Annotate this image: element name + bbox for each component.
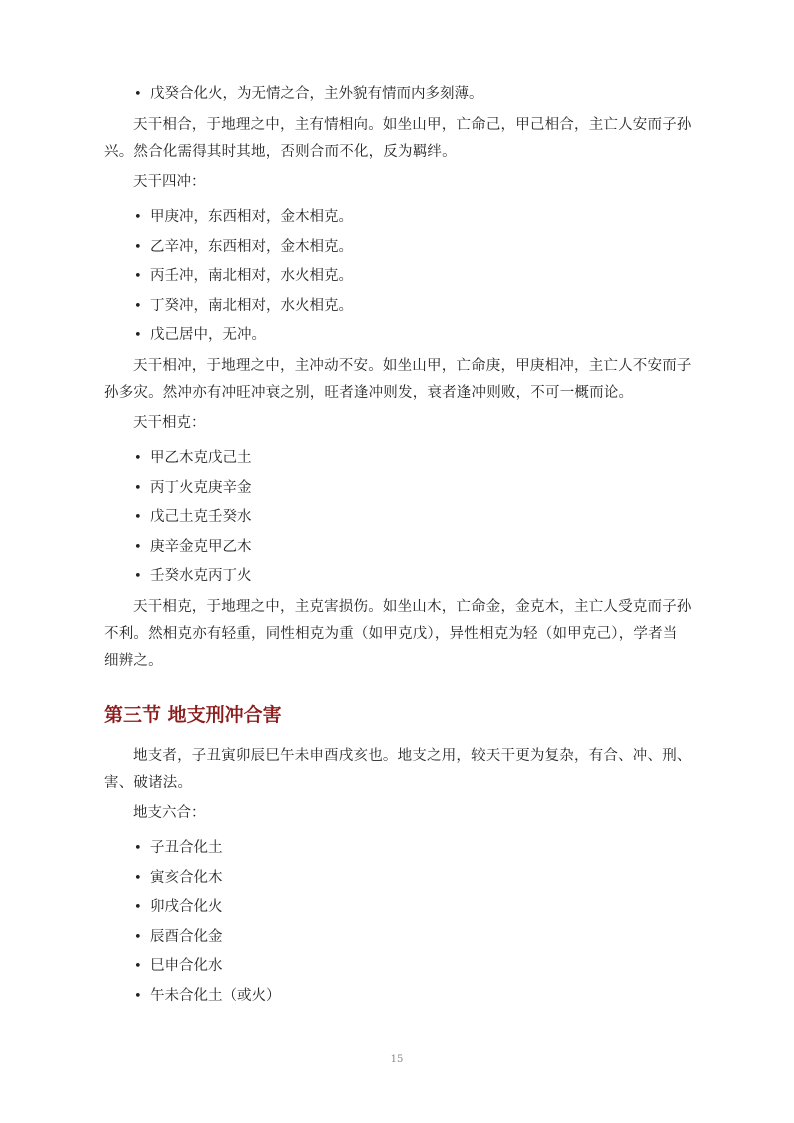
list-item xyxy=(104,80,692,110)
bullet-icon: • xyxy=(134,480,142,496)
list-item xyxy=(104,292,692,322)
list-item-text: 辰酉合化金 xyxy=(150,928,223,945)
list-item xyxy=(104,952,692,982)
list-item-text: 卯戌合化火 xyxy=(150,899,223,915)
list-item xyxy=(104,864,692,894)
page-content xyxy=(104,80,692,1011)
list-item xyxy=(104,262,692,292)
list-item-text: 壬癸水克丙丁火 xyxy=(150,568,252,584)
list-item xyxy=(104,562,692,592)
list-item xyxy=(104,321,692,351)
label-heavenly-stem-restrain: 天干相克： xyxy=(133,414,206,431)
list-item xyxy=(104,533,692,563)
list-item-text: 甲庚冲，东西相对，金木相克。 xyxy=(150,209,353,225)
list-item-text: 戊己土克壬癸水 xyxy=(150,509,252,525)
bullet-icon: • xyxy=(134,298,142,314)
bullet-icon: • xyxy=(134,959,142,974)
list-item-text: 乙辛冲，东西相对，金木相克。 xyxy=(150,238,353,255)
list-item xyxy=(104,233,692,263)
list-item-text: 丙壬冲，南北相对，水火相克。 xyxy=(150,268,353,284)
bullet-icon: • xyxy=(134,988,142,1004)
list-item xyxy=(104,503,692,533)
list-item-text: 丁癸冲，南北相对，水火相克。 xyxy=(150,297,353,314)
bullet-icon: • xyxy=(134,451,142,466)
bullet-icon: • xyxy=(134,239,142,255)
list-item-text: 丙丁火克庚辛金 xyxy=(150,479,252,496)
paragraph-heavenly-stem-clash: 天干相冲，于地理之中，主冲动不安。如坐山甲，亡命庚，甲庚相冲，主亡人不安而子孙多灾。然冲亦有冲旺冲衰之别，旺者逢冲则发，衰者逢冲则败，不可一概而论。 xyxy=(104,357,692,401)
list-item-text: 戊癸合化火，为无情之合，主外貌有情而内多刻薄。 xyxy=(150,86,484,102)
list-item xyxy=(104,834,692,864)
paragraph-heavenly-stem-combine: 天干相合，于地理之中，主有情相向。如坐山甲，亡命己，甲己相合，主亡人安而子孙兴。然合化需得其时其地，否则合而不化，反为羁绊。 xyxy=(104,116,692,160)
bullet-icon: • xyxy=(134,328,142,343)
paragraph-heavenly-stem-restrain: 天干相克，于地理之中，主克害损伤。如坐山木，亡命金，金克木，主亡人受克而子孙不利。然相克亦有轻重，同性相克为重（如甲克戊），异性相克为轻（如甲克己），学者当细辨之。 xyxy=(104,598,692,669)
list-item-text: 寅亥合化木 xyxy=(150,869,223,886)
bullet-icon: • xyxy=(134,210,142,225)
paragraph-earthly-branch-intro: 地支者，子丑寅卯辰巳午未申酉戌亥也。地支之用，较天干更为复杂，有合、冲、刑、害、破诸法。 xyxy=(104,747,692,791)
label-heavenly-stem-clash: 天干四冲： xyxy=(133,173,206,190)
page-number: 15 xyxy=(390,1054,404,1065)
section-heading: 第三节 地支刑冲合害 xyxy=(104,703,282,726)
list-item-text: 甲乙木克戊己土 xyxy=(150,450,252,466)
list-item-text: 庚辛金克甲乙木 xyxy=(150,538,252,555)
list-item xyxy=(104,923,692,953)
list-item xyxy=(104,893,692,923)
bullet-icon: • xyxy=(134,510,142,525)
bullet-icon: • xyxy=(134,569,142,584)
list-item-text: 巳申合化水 xyxy=(150,958,223,974)
list-item xyxy=(104,444,692,474)
bullet-icon: • xyxy=(134,929,142,945)
list-item xyxy=(104,982,692,1012)
bullet-icon: • xyxy=(134,539,142,555)
list-item-text: 子丑合化土 xyxy=(150,840,223,856)
list-item xyxy=(104,203,692,233)
bullet-icon: • xyxy=(134,841,142,856)
bullet-icon: • xyxy=(134,87,142,102)
list-item-text: 戊己居中，无冲。 xyxy=(150,327,266,343)
list-item-text: 午未合化土（或火） xyxy=(150,987,281,1004)
list-item xyxy=(104,474,692,504)
bullet-icon: • xyxy=(134,900,142,915)
bullet-icon: • xyxy=(134,269,142,284)
bullet-icon: • xyxy=(134,870,142,886)
label-earthly-branch-six-combine: 地支六合： xyxy=(133,804,206,821)
